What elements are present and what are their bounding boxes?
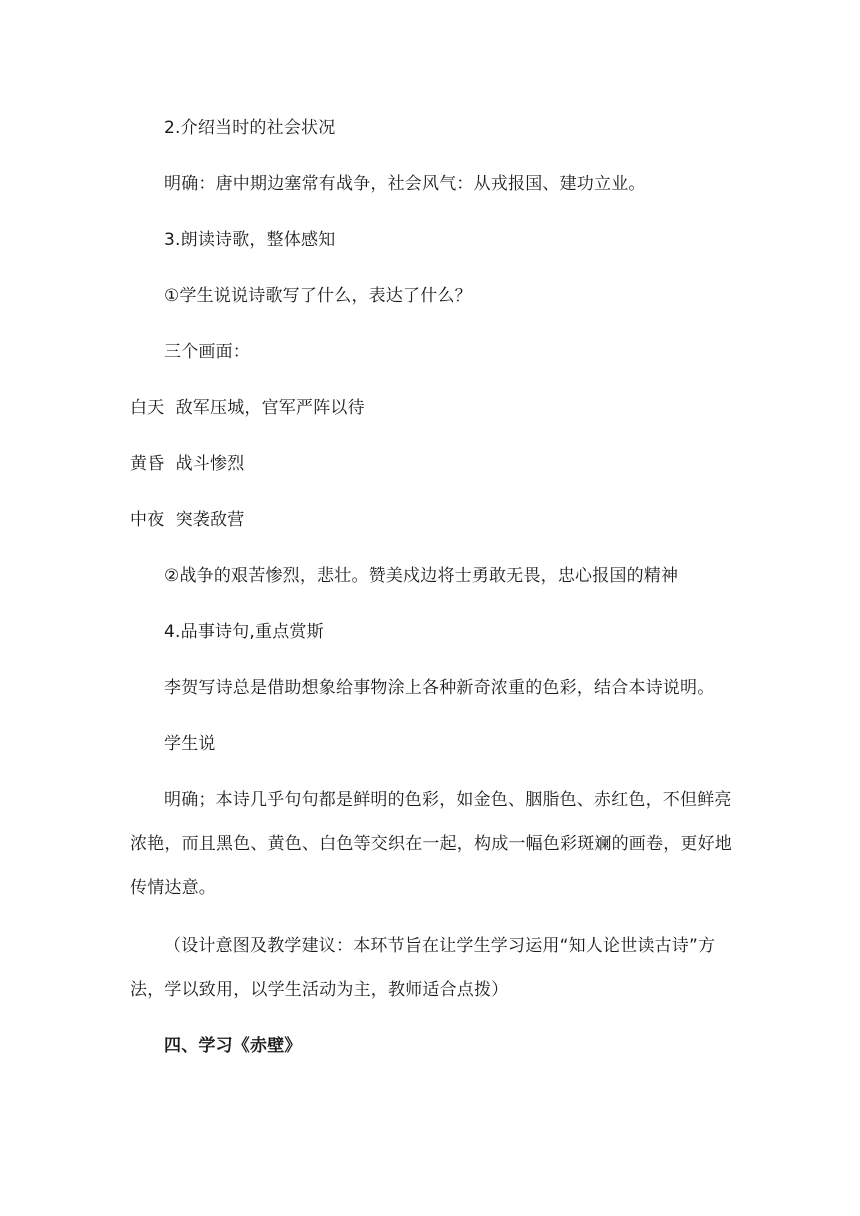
section-heading-2: 2.介绍当时的社会状况	[164, 118, 336, 138]
paragraph-clarification-2-line-2: 浓艳，而且黑色、黄色、白色等交织在一起，构成一幅色彩斑斓的画卷，更好地	[130, 834, 732, 854]
section-heading-3: 3.朗读诗歌，整体感知	[164, 230, 336, 250]
paragraph-design-note-line-1: （设计意图及教学建议：本环节旨在让学生学习运用“知人论世读古诗”方	[164, 936, 716, 956]
section-heading-4: 4.品事诗句,重点赏斯	[164, 622, 324, 642]
paragraph-three-scenes: 三个画面：	[164, 342, 250, 362]
answer-2: ②战争的艰苦惨烈，悲壮。赞美戍边将士勇敢无畏，忠心报国的精神	[164, 566, 679, 586]
paragraph-clarification-2-line-3: 传情达意。	[130, 878, 216, 898]
scene-daytime: 白天 敌军压城，官军严阵以待	[130, 398, 365, 418]
scene-dusk: 黄昏 战斗惨烈	[130, 454, 245, 474]
paragraph-clarification-2-line-1: 明确；本诗几乎句句都是鲜明的色彩，如金色、胭脂色、赤红色，不但鲜亮	[164, 790, 732, 810]
paragraph-prompt: 李贺写诗总是借助想象给事物涂上各种新奇浓重的色彩，结合本诗说明。	[164, 678, 715, 698]
paragraph-clarification-1: 明确：唐中期边塞常有战争，社会风气：从戎报国、建功立业。	[164, 174, 646, 194]
scene-midnight: 中夜 突袭敌营	[130, 510, 245, 530]
section-heading-four: 四、学习《赤壁》	[164, 1036, 302, 1056]
paragraph-design-note-line-2: 法，学以致用，以学生活动为主，教师适合点拨）	[130, 980, 509, 1000]
question-1: ①学生说说诗歌写了什么，表达了什么？	[164, 286, 472, 306]
paragraph-students-speak: 学生说	[164, 734, 216, 754]
